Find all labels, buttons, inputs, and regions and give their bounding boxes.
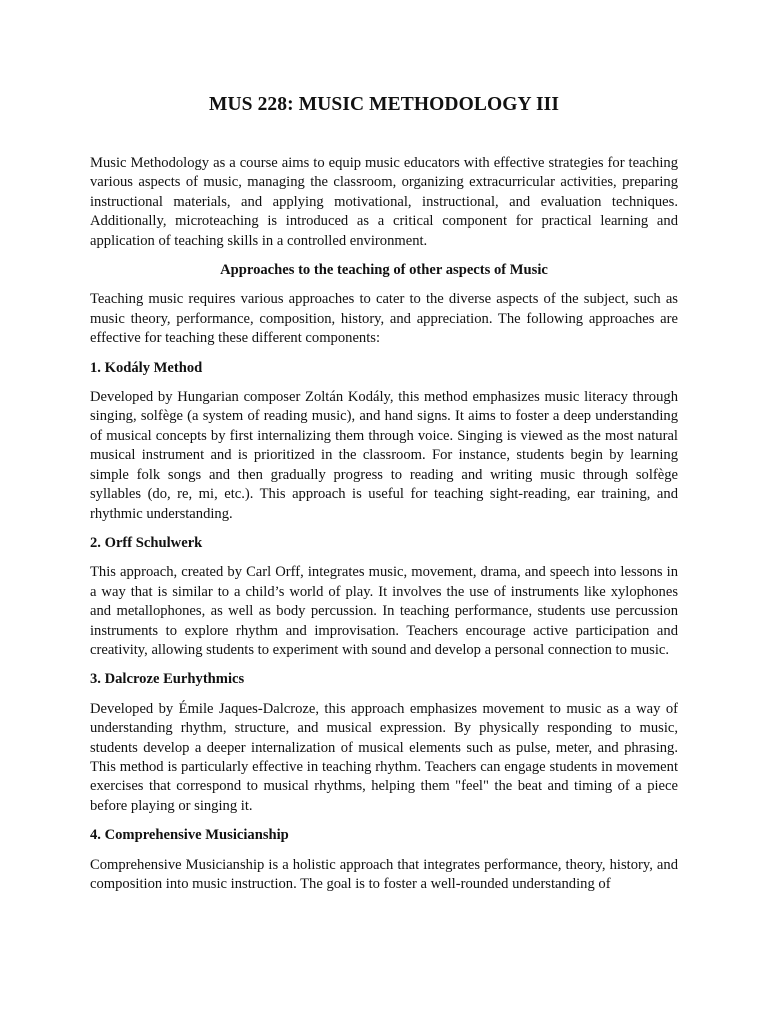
section-intro-paragraph: Teaching music requires various approaches to cater to the diverse aspects of the subject, such as music theory, performance, composition, history, and appreciation. The following approaches are effective for teaching these different components: [90,291,678,347]
comprehensive-paragraph: Comprehensive Musicianship is a holistic approach that integrates performance, theory, history, and composition into music instruction. The goal is to foster a well-rounded understanding of [90,856,678,892]
dalcroze-paragraph: Developed by Émile Jaques-Dalcroze, this approach emphasizes movement to music as a way of understanding rhythm, structure, and musical expression. By physically responding to music, students develop a deeper internalization of musical elements such as pulse, meter, and phrasing. This method is particularly effective in teaching rhythm. Teachers can engage students in movement exercises that correspond to musical rhythms, helping them "feel" the beat and timing of a piece before playing or singing it. [90,700,678,814]
kodaly-heading: 1. Kodály Method [90,359,203,376]
section-heading: Approaches to the teaching of other aspects of Music [220,262,548,279]
dalcroze-heading: 3. Dalcroze Eurhythmics [90,671,245,688]
comprehensive-heading: 4. Comprehensive Musicianship [90,827,289,844]
orff-paragraph: This approach, created by Carl Orff, integrates music, movement, drama, and speech into lessons in a way that is similar to a child’s world of play. It involves the use of instruments like xylophones and metallophones, as well as body percussion. In teaching performance, students use percussion instruments to explore rhythm and improvisation. Teachers encourage active participation and creativity, allowing students to experiment with sound and develop a personal connection to music. [90,564,678,658]
page-title: MUS 228: MUSIC METHODOLOGY III [208,94,560,115]
kodaly-paragraph: Developed by Hungarian composer Zoltán Kodály, this method emphasizes music literacy through singing, solfège (a system of reading music), and hand signs. It aims to foster a deep understanding of musical concepts by first internalizing them through voice. Singing is viewed as the most natural musical instrument and is prioritized in the classroom. For instance, students begin by learning simple folk songs and then gradually progress to reading and writing music through solfège syllables (do, re, mi, etc.). This approach is useful for teaching sight-reading, ear training, and rhythmic understanding. [90,389,678,522]
orff-heading: 2. Orff Schulwerk [90,534,203,551]
intro-paragraph: Music Methodology as a course aims to equip music educators with effective strategies for teaching various aspects of music, managing the classroom, organizing extracurricular activities, preparing instructional materials, and applying motivational, instructional, and evaluation techniques. Additionally, microteaching is introduced as a critical component for practical learning and application of teaching skills in a controlled environment. [90,155,678,249]
document-page [90,0,678,894]
